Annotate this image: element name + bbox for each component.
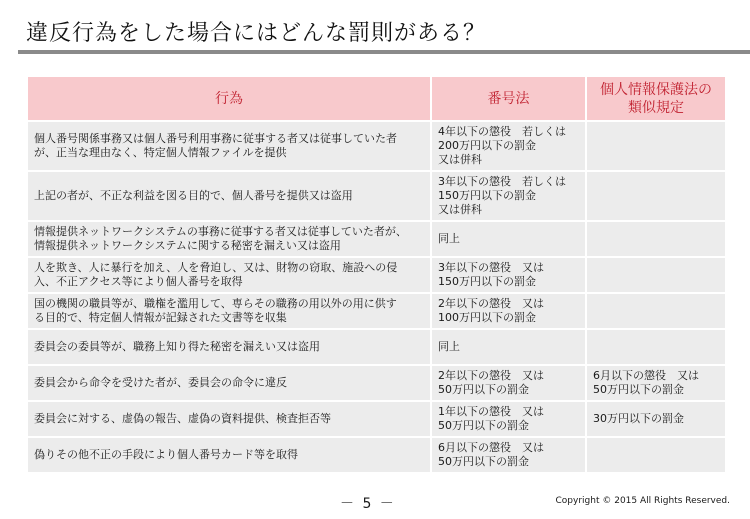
my-number-penalty-cell <box>431 257 586 293</box>
my-number-penalty-cell-line: 2年以下の懲役 又は <box>438 369 544 382</box>
header-privacy-law-line: 個人情報保護法の <box>600 81 712 98</box>
my-number-penalty-cell-line: 同上 <box>438 232 460 245</box>
act-cell <box>27 329 431 365</box>
my-number-penalty-cell-line: 2年以下の懲役 又は <box>438 297 544 310</box>
my-number-penalty-cell <box>431 365 586 401</box>
act-cell <box>27 293 431 329</box>
my-number-penalty-cell <box>431 329 586 365</box>
copyright-notice: Copyright © 2015 All Rights Reserved. <box>555 496 730 506</box>
privacy-law-penalty-cell <box>586 437 726 473</box>
act-cell-line: 個人番号関係事務又は個人番号利用事務に従事する者又は従事していた者 <box>34 132 397 145</box>
my-number-penalty-cell-line: 3年以下の懲役 若しくは <box>438 175 566 188</box>
page-number: － 5 － <box>340 496 396 512</box>
privacy-law-penalty-cell <box>586 365 726 401</box>
my-number-penalty-cell-line: 又は併科 <box>438 153 482 166</box>
privacy-law-penalty-cell <box>586 121 726 171</box>
header-my-number-act: 番号法 <box>431 76 586 121</box>
my-number-penalty-cell-line: 3年以下の懲役 又は <box>438 261 544 274</box>
act-cell <box>27 437 431 473</box>
table-row <box>27 257 726 293</box>
table-row <box>27 437 726 473</box>
privacy-law-penalty-cell-line: 30万円以下の罰金 <box>593 412 684 425</box>
my-number-penalty-cell-line: 50万円以下の罰金 <box>438 455 529 468</box>
act-cell-line: 情報提供ネットワークシステムに関する秘密を漏えい又は盗用 <box>34 239 341 252</box>
my-number-penalty-cell-line: 4年以下の懲役 若しくは <box>438 125 566 138</box>
my-number-penalty-cell <box>431 437 586 473</box>
privacy-law-penalty-cell <box>586 401 726 437</box>
my-number-penalty-cell-line: 50万円以下の罰金 <box>438 419 529 432</box>
title-divider <box>18 50 750 54</box>
my-number-penalty-cell-line: 150万円以下の罰金 <box>438 189 536 202</box>
header-act: 行為 <box>27 76 431 121</box>
penalty-table <box>26 75 727 474</box>
my-number-penalty-cell-line: 200万円以下の罰金 <box>438 139 536 152</box>
act-cell-line: る目的で、特定個人情報が記録された文書等を収集 <box>34 311 287 324</box>
privacy-law-penalty-cell <box>586 221 726 257</box>
privacy-law-penalty-cell-line: 50万円以下の罰金 <box>593 383 684 396</box>
my-number-penalty-cell-line: 50万円以下の罰金 <box>438 383 529 396</box>
table-row <box>27 221 726 257</box>
act-cell-line: 委員会に対する、虚偽の報告、虚偽の資料提供、検査拒否等 <box>34 412 331 425</box>
act-cell-line: 入、不正アクセス等により個人番号を取得 <box>34 275 243 288</box>
table-row <box>27 401 726 437</box>
table-row <box>27 365 726 401</box>
page-title: 違反行為をした場合にはどんな罰則がある？ <box>26 21 487 46</box>
act-cell <box>27 121 431 171</box>
privacy-law-penalty-cell-line: 6月以下の懲役 又は <box>593 369 699 382</box>
privacy-law-penalty-cell <box>586 257 726 293</box>
act-cell-line: 委員会から命令を受けた者が、委員会の命令に違反 <box>34 376 287 389</box>
act-cell-line: 情報提供ネットワークシステムの事務に従事する者又は従事していた者が、 <box>34 225 407 238</box>
my-number-penalty-cell <box>431 171 586 221</box>
my-number-penalty-cell-line: 6月以下の懲役 又は <box>438 441 544 454</box>
my-number-penalty-cell <box>431 221 586 257</box>
table-row <box>27 171 726 221</box>
my-number-penalty-cell-line: 又は併科 <box>438 203 482 216</box>
my-number-penalty-cell <box>431 293 586 329</box>
table-header-row <box>27 76 726 121</box>
act-cell <box>27 221 431 257</box>
act-cell-line: 偽りその他不正の手段により個人番号カード等を取得 <box>34 448 298 461</box>
act-cell-line: 上記の者が、不正な利益を図る目的で、個人番号を提供又は盗用 <box>34 189 353 202</box>
privacy-law-penalty-cell <box>586 329 726 365</box>
my-number-penalty-cell-line: 1年以下の懲役 又は <box>438 405 544 418</box>
act-cell-line: 委員会の委員等が、職務上知り得た秘密を漏えい又は盗用 <box>34 340 320 353</box>
privacy-law-penalty-cell <box>586 171 726 221</box>
act-cell-line: が、正当な理由なく、特定個人情報ファイルを提供 <box>34 146 287 159</box>
my-number-penalty-cell <box>431 121 586 171</box>
act-cell <box>27 365 431 401</box>
my-number-penalty-cell <box>431 401 586 437</box>
act-cell <box>27 171 431 221</box>
my-number-penalty-cell-line: 同上 <box>438 340 460 353</box>
my-number-penalty-cell-line: 150万円以下の罰金 <box>438 275 536 288</box>
act-cell <box>27 401 431 437</box>
privacy-law-penalty-cell <box>586 293 726 329</box>
act-cell <box>27 257 431 293</box>
table-row <box>27 293 726 329</box>
table-row <box>27 329 726 365</box>
act-cell-line: 国の機関の職員等が、職権を濫用して、専らその職務の用以外の用に供す <box>34 297 397 310</box>
header-privacy-law-line: 類似規定 <box>628 99 684 116</box>
header-privacy-law <box>586 76 726 121</box>
act-cell-line: 人を欺き、人に暴行を加え、人を脅迫し、又は、財物の窃取、施設への侵 <box>34 261 398 274</box>
my-number-penalty-cell-line: 100万円以下の罰金 <box>438 311 536 324</box>
table-row <box>27 121 726 171</box>
